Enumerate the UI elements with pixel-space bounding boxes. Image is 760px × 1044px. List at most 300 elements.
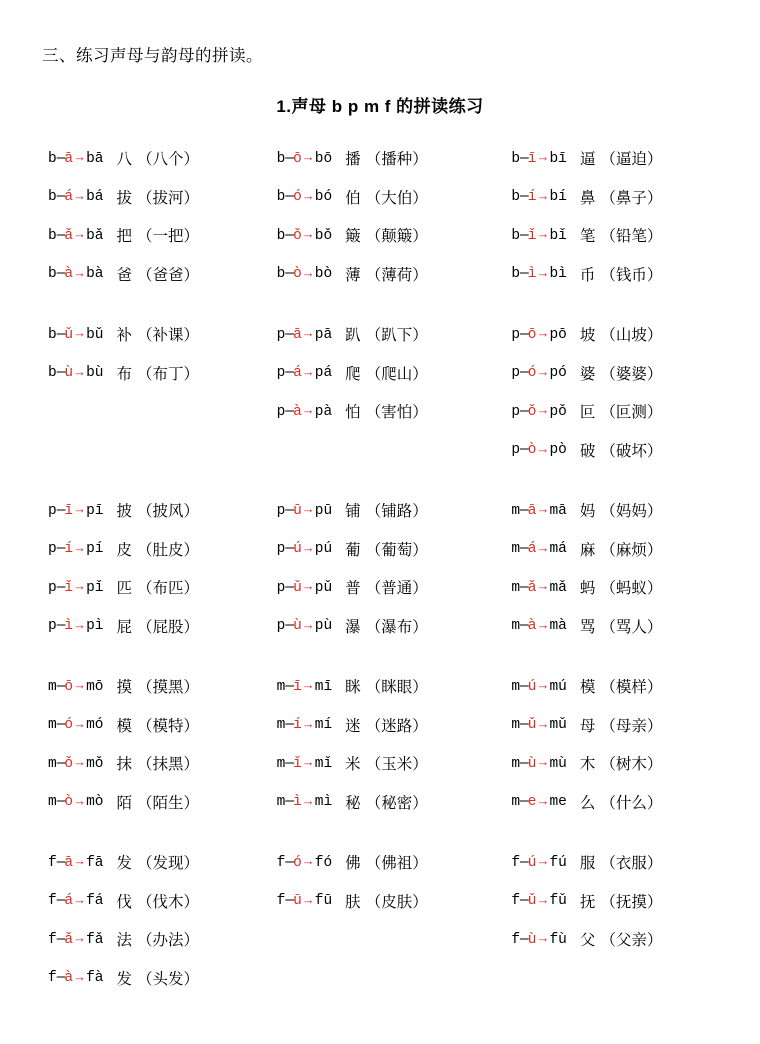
initial-letter: p bbox=[48, 618, 57, 635]
pinyin-formula bbox=[277, 892, 333, 909]
initial-letter: p bbox=[511, 442, 521, 459]
final-vowel: í bbox=[293, 717, 302, 734]
syllable-result: bǎ bbox=[86, 227, 104, 244]
final-vowel: à bbox=[293, 403, 302, 420]
example-word: （一把） bbox=[137, 228, 200, 246]
pinyin-formula bbox=[511, 617, 567, 634]
arrow-right-icon: → bbox=[536, 226, 550, 242]
initial-letter: b bbox=[48, 365, 57, 382]
pinyin-row bbox=[48, 216, 267, 255]
pinyin-formula bbox=[511, 678, 567, 695]
example-word: （母亲） bbox=[600, 717, 663, 735]
hanzi-character: 木 bbox=[579, 756, 596, 774]
hanzi-character: 鼻 bbox=[579, 189, 596, 207]
example-word: （肚皮） bbox=[137, 541, 200, 559]
syllable-result: bà bbox=[86, 266, 104, 283]
final-vowel: á bbox=[293, 365, 302, 382]
syllable-result: mó bbox=[86, 717, 104, 734]
dash-connector: — bbox=[56, 618, 65, 635]
pinyin-formula bbox=[48, 854, 104, 871]
syllable-result: pó bbox=[549, 365, 567, 382]
pinyin-row bbox=[511, 607, 720, 646]
arrow-right-icon: → bbox=[301, 677, 315, 693]
final-vowel: ǐ bbox=[527, 227, 537, 244]
final-vowel: ī bbox=[527, 150, 537, 167]
arrow-right-icon: → bbox=[301, 363, 315, 379]
pinyin-row bbox=[277, 667, 494, 706]
syllable-result: me bbox=[549, 794, 567, 811]
syllable-result: bǔ bbox=[86, 326, 104, 343]
pinyin-formula bbox=[48, 188, 104, 205]
example-word: （山坡） bbox=[600, 327, 663, 345]
arrow-right-icon: → bbox=[301, 853, 315, 869]
syllable-result: pù bbox=[314, 618, 333, 635]
dash-connector: — bbox=[520, 150, 528, 167]
hanzi-character: 母 bbox=[579, 717, 596, 735]
final-vowel: ǒ bbox=[64, 755, 74, 772]
hanzi-character: 伯 bbox=[345, 189, 361, 207]
final-vowel: ò bbox=[64, 794, 74, 811]
final-vowel: ì bbox=[64, 618, 74, 635]
initial-letter: m bbox=[276, 678, 286, 695]
pinyin-formula bbox=[277, 150, 333, 167]
final-vowel: ī bbox=[64, 502, 74, 519]
dash-connector: — bbox=[520, 893, 528, 910]
syllable-result: mī bbox=[314, 678, 333, 695]
syllable-result: pǔ bbox=[314, 579, 333, 596]
initial-letter: p bbox=[276, 618, 286, 635]
arrow-right-icon: → bbox=[73, 754, 87, 770]
example-word: （头发） bbox=[137, 970, 200, 988]
pinyin-row bbox=[277, 568, 494, 607]
final-vowel: ū bbox=[293, 893, 302, 910]
block-spacer bbox=[40, 645, 720, 667]
dash-connector: — bbox=[285, 266, 294, 283]
syllable-result: bō bbox=[314, 150, 333, 167]
syllable-result: pǐ bbox=[86, 579, 104, 596]
arrow-right-icon: → bbox=[73, 715, 87, 731]
arrow-right-icon: → bbox=[301, 501, 315, 517]
pinyin-row bbox=[511, 568, 720, 607]
dash-connector: — bbox=[56, 794, 65, 811]
example-word: （模样） bbox=[600, 679, 663, 697]
pinyin-row bbox=[511, 354, 720, 393]
arrow-right-icon: → bbox=[73, 325, 87, 341]
arrow-right-icon: → bbox=[73, 264, 87, 280]
dash-connector: — bbox=[56, 189, 65, 206]
pinyin-row bbox=[511, 491, 720, 530]
syllable-result: bò bbox=[314, 266, 333, 283]
pinyin-formula bbox=[48, 579, 104, 596]
pinyin-row bbox=[48, 706, 267, 745]
pinyin-column bbox=[493, 139, 720, 293]
arrow-right-icon: → bbox=[73, 677, 87, 693]
hanzi-character: 骂 bbox=[579, 618, 596, 636]
initial-letter: f bbox=[48, 854, 57, 871]
initial-letter: b bbox=[276, 150, 286, 167]
pinyin-formula bbox=[48, 793, 104, 810]
arrow-right-icon: → bbox=[536, 402, 550, 418]
pinyin-column bbox=[267, 315, 494, 469]
hanzi-character: 米 bbox=[345, 756, 361, 774]
pinyin-row bbox=[277, 607, 494, 646]
hanzi-character: 瀑 bbox=[345, 618, 361, 636]
syllable-result: bā bbox=[86, 150, 104, 167]
dash-connector: — bbox=[520, 266, 528, 283]
dash-connector: — bbox=[285, 365, 294, 382]
final-vowel: ò bbox=[527, 442, 537, 459]
syllable-result: pí bbox=[86, 541, 104, 558]
example-word: （布丁） bbox=[137, 365, 200, 383]
pinyin-formula bbox=[511, 265, 567, 282]
pinyin-formula bbox=[511, 716, 567, 733]
initial-letter: p bbox=[276, 403, 286, 420]
syllable-result: pō bbox=[549, 326, 567, 343]
pinyin-row bbox=[48, 491, 267, 530]
pinyin-row bbox=[511, 178, 720, 217]
block-spacer bbox=[40, 469, 720, 491]
pinyin-formula bbox=[48, 265, 104, 282]
pinyin-formula bbox=[277, 502, 333, 519]
arrow-right-icon: → bbox=[73, 792, 87, 808]
hanzi-character: 抹 bbox=[116, 756, 133, 774]
syllable-result: bì bbox=[549, 266, 567, 283]
syllable-result: bá bbox=[86, 189, 104, 206]
hanzi-character: 薄 bbox=[345, 266, 361, 284]
arrow-right-icon: → bbox=[73, 149, 87, 165]
pinyin-row bbox=[511, 920, 720, 959]
dash-connector: — bbox=[56, 755, 65, 772]
arrow-right-icon: → bbox=[536, 677, 550, 693]
dash-connector: — bbox=[285, 189, 294, 206]
arrow-right-icon: → bbox=[301, 616, 315, 632]
hanzi-character: 爸 bbox=[116, 266, 133, 284]
pinyin-formula bbox=[277, 579, 333, 596]
syllable-result: pī bbox=[86, 502, 104, 519]
hanzi-character: 布 bbox=[116, 365, 133, 383]
dash-connector: — bbox=[285, 893, 294, 910]
syllable-result: bí bbox=[549, 189, 567, 206]
arrow-right-icon: → bbox=[536, 501, 550, 517]
final-vowel: ǒ bbox=[293, 227, 302, 244]
pinyin-row bbox=[48, 354, 267, 393]
example-word: （八个） bbox=[137, 151, 200, 169]
example-word: （婆婆） bbox=[600, 365, 663, 383]
pinyin-row bbox=[277, 882, 494, 921]
pinyin-formula bbox=[511, 188, 567, 205]
final-vowel: ò bbox=[293, 266, 302, 283]
dash-connector: — bbox=[520, 794, 528, 811]
example-word: （佛祖） bbox=[365, 855, 428, 873]
example-word: （破坏） bbox=[600, 442, 663, 460]
pinyin-formula bbox=[48, 326, 104, 343]
hanzi-character: 币 bbox=[579, 266, 596, 284]
example-word: （大伯） bbox=[365, 189, 428, 207]
example-word: （布匹） bbox=[137, 580, 200, 598]
hanzi-character: 爬 bbox=[345, 365, 361, 383]
final-vowel: ǔ bbox=[527, 717, 537, 734]
initial-letter: b bbox=[48, 266, 57, 283]
dash-connector: — bbox=[56, 365, 65, 382]
syllable-result: fù bbox=[549, 931, 567, 948]
arrow-right-icon: → bbox=[536, 440, 550, 456]
syllable-result: fà bbox=[86, 970, 104, 987]
example-word: （陌生） bbox=[137, 794, 200, 812]
pinyin-block bbox=[40, 843, 720, 997]
hanzi-character: 发 bbox=[116, 970, 133, 988]
pinyin-row bbox=[48, 139, 267, 178]
syllable-result: pà bbox=[314, 403, 333, 420]
hanzi-character: 把 bbox=[116, 228, 133, 246]
pinyin-column bbox=[493, 315, 720, 469]
arrow-right-icon: → bbox=[301, 578, 315, 594]
dash-connector: — bbox=[285, 502, 294, 519]
example-word: （葡萄） bbox=[365, 541, 428, 559]
dash-connector: — bbox=[520, 442, 528, 459]
initial-letter: m bbox=[48, 717, 57, 734]
final-vowel: ó bbox=[64, 717, 74, 734]
hanzi-character: 补 bbox=[116, 327, 133, 345]
final-vowel: ō bbox=[64, 678, 74, 695]
dash-connector: — bbox=[56, 150, 65, 167]
arrow-right-icon: → bbox=[536, 853, 550, 869]
initial-letter: f bbox=[48, 931, 57, 948]
final-vowel: ī bbox=[293, 678, 302, 695]
initial-letter: p bbox=[48, 579, 57, 596]
arrow-right-icon: → bbox=[73, 363, 87, 379]
pinyin-formula bbox=[277, 793, 333, 810]
pinyin-column bbox=[40, 315, 267, 469]
final-vowel: e bbox=[527, 794, 537, 811]
hanzi-character: 伐 bbox=[116, 893, 133, 911]
arrow-right-icon: → bbox=[536, 187, 550, 203]
dash-connector: — bbox=[56, 678, 65, 695]
hanzi-character: 拔 bbox=[116, 189, 133, 207]
final-vowel: í bbox=[64, 541, 74, 558]
dash-connector: — bbox=[520, 326, 528, 343]
final-vowel: ù bbox=[527, 931, 537, 948]
initial-letter: b bbox=[48, 189, 57, 206]
syllable-result: mǔ bbox=[549, 717, 567, 734]
dash-connector: — bbox=[520, 755, 528, 772]
hanzi-character: 皮 bbox=[116, 541, 133, 559]
arrow-right-icon: → bbox=[301, 325, 315, 341]
example-word: （害怕） bbox=[365, 404, 428, 422]
initial-letter: b bbox=[276, 266, 286, 283]
pinyin-row bbox=[48, 959, 267, 998]
initial-letter: b bbox=[511, 266, 521, 283]
final-vowel: ù bbox=[527, 755, 537, 772]
dash-connector: — bbox=[56, 893, 65, 910]
syllable-result: mú bbox=[549, 678, 567, 695]
final-vowel: ǔ bbox=[64, 326, 74, 343]
initial-letter: f bbox=[511, 854, 521, 871]
pinyin-formula bbox=[277, 364, 333, 381]
hanzi-character: 屁 bbox=[116, 618, 133, 636]
pinyin-row bbox=[511, 706, 720, 745]
final-vowel: ǐ bbox=[293, 755, 302, 772]
final-vowel: ì bbox=[293, 794, 302, 811]
pinyin-formula bbox=[511, 326, 567, 343]
example-word: （铺路） bbox=[365, 503, 428, 521]
arrow-right-icon: → bbox=[301, 754, 315, 770]
arrow-right-icon: → bbox=[301, 149, 315, 165]
arrow-right-icon: → bbox=[301, 891, 315, 907]
hanzi-character: 破 bbox=[579, 442, 596, 460]
pinyin-row bbox=[277, 491, 494, 530]
section-heading: 三、练习声母与韵母的拼读。 bbox=[42, 46, 263, 65]
pinyin-formula bbox=[511, 931, 567, 948]
dash-connector: — bbox=[285, 541, 294, 558]
pinyin-row bbox=[277, 354, 494, 393]
initial-letter: b bbox=[276, 189, 286, 206]
syllable-result: mǐ bbox=[314, 755, 333, 772]
pinyin-row bbox=[511, 843, 720, 882]
arrow-right-icon: → bbox=[73, 853, 87, 869]
example-word: （播种） bbox=[365, 151, 428, 169]
pinyin-formula bbox=[511, 579, 567, 596]
initial-letter: p bbox=[48, 541, 57, 558]
pinyin-column bbox=[267, 139, 494, 293]
pinyin-formula bbox=[277, 188, 333, 205]
syllable-result: mí bbox=[314, 717, 333, 734]
initial-letter: m bbox=[511, 541, 521, 558]
pinyin-column bbox=[40, 491, 267, 645]
pinyin-row bbox=[48, 607, 267, 646]
initial-letter: p bbox=[276, 579, 286, 596]
syllable-result: bó bbox=[314, 189, 333, 206]
final-vowel: ù bbox=[64, 365, 74, 382]
pinyin-block bbox=[40, 315, 720, 469]
arrow-right-icon: → bbox=[536, 325, 550, 341]
pinyin-formula bbox=[277, 265, 333, 282]
initial-letter: b bbox=[48, 150, 57, 167]
final-vowel: ǎ bbox=[527, 579, 537, 596]
final-vowel: ǐ bbox=[64, 579, 74, 596]
hanzi-character: 披 bbox=[116, 503, 133, 521]
pinyin-formula bbox=[48, 755, 104, 772]
example-word: （父亲） bbox=[600, 932, 663, 950]
pinyin-column bbox=[40, 667, 267, 821]
final-vowel: ù bbox=[293, 618, 302, 635]
pinyin-row bbox=[48, 178, 267, 217]
hanzi-character: 模 bbox=[116, 717, 133, 735]
arrow-right-icon: → bbox=[536, 149, 550, 165]
arrow-right-icon: → bbox=[536, 363, 550, 379]
final-vowel: ó bbox=[293, 854, 302, 871]
pinyin-row bbox=[277, 706, 494, 745]
arrow-right-icon: → bbox=[301, 264, 315, 280]
pinyin-column bbox=[40, 843, 267, 997]
pinyin-formula bbox=[48, 678, 104, 695]
arrow-right-icon: → bbox=[301, 539, 315, 555]
initial-letter: m bbox=[511, 717, 521, 734]
final-vowel: ā bbox=[64, 150, 74, 167]
example-word: （瀑布） bbox=[365, 618, 428, 636]
hanzi-character: 抚 bbox=[579, 893, 596, 911]
dash-connector: — bbox=[285, 794, 294, 811]
syllable-result: mā bbox=[549, 502, 567, 519]
syllable-result: mù bbox=[549, 755, 567, 772]
initial-letter: b bbox=[511, 189, 521, 206]
initial-letter: m bbox=[511, 678, 521, 695]
example-word: （鼻子） bbox=[600, 189, 663, 207]
arrow-right-icon: → bbox=[536, 578, 550, 594]
example-word: （铅笔） bbox=[600, 228, 663, 246]
hanzi-character: 法 bbox=[116, 932, 133, 950]
final-vowel: ǎ bbox=[64, 227, 74, 244]
arrow-right-icon: → bbox=[301, 715, 315, 731]
example-word: （薄荷） bbox=[365, 266, 428, 284]
pinyin-row bbox=[511, 882, 720, 921]
dash-connector: — bbox=[285, 403, 294, 420]
pinyin-row bbox=[48, 843, 267, 882]
pinyin-practice-grid bbox=[40, 139, 720, 997]
initial-letter: m bbox=[511, 502, 521, 519]
pinyin-row bbox=[511, 315, 720, 354]
arrow-right-icon: → bbox=[536, 715, 550, 731]
pinyin-row bbox=[277, 530, 494, 569]
pinyin-row bbox=[48, 568, 267, 607]
arrow-right-icon: → bbox=[73, 930, 87, 946]
initial-letter: b bbox=[48, 227, 57, 244]
initial-letter: b bbox=[48, 326, 57, 343]
hanzi-character: 秘 bbox=[345, 794, 361, 812]
dash-connector: — bbox=[285, 755, 294, 772]
dash-connector: — bbox=[285, 150, 294, 167]
example-word: （蚂蚁） bbox=[600, 580, 663, 598]
arrow-right-icon: → bbox=[301, 792, 315, 808]
arrow-right-icon: → bbox=[73, 891, 87, 907]
hanzi-character: 迷 bbox=[345, 717, 361, 735]
initial-letter: m bbox=[48, 755, 57, 772]
example-word: （伐木） bbox=[137, 893, 200, 911]
block-spacer bbox=[40, 821, 720, 843]
pinyin-formula bbox=[277, 617, 333, 634]
pinyin-row bbox=[48, 882, 267, 921]
hanzi-character: 麻 bbox=[579, 541, 596, 559]
initial-letter: p bbox=[276, 541, 286, 558]
pinyin-formula bbox=[511, 793, 567, 810]
arrow-right-icon: → bbox=[301, 187, 315, 203]
example-word: （什么） bbox=[600, 794, 663, 812]
pinyin-row bbox=[48, 667, 267, 706]
pinyin-formula bbox=[48, 716, 104, 733]
hanzi-character: 铺 bbox=[345, 503, 361, 521]
initial-letter: b bbox=[511, 150, 521, 167]
pinyin-row bbox=[511, 667, 720, 706]
hanzi-character: 叵 bbox=[579, 404, 596, 422]
hanzi-character: 笔 bbox=[579, 228, 596, 246]
hanzi-character: 妈 bbox=[579, 503, 596, 521]
arrow-right-icon: → bbox=[536, 754, 550, 770]
arrow-right-icon: → bbox=[73, 968, 87, 984]
hanzi-character: 肤 bbox=[345, 893, 361, 911]
example-word: （爬山） bbox=[365, 365, 428, 383]
initial-letter: f bbox=[511, 931, 521, 948]
syllable-result: bǒ bbox=[314, 227, 333, 244]
example-word: （皮肤） bbox=[365, 893, 428, 911]
initial-letter: p bbox=[276, 502, 286, 519]
initial-letter: f bbox=[276, 854, 286, 871]
hanzi-character: 逼 bbox=[579, 151, 596, 169]
hanzi-character: 服 bbox=[579, 855, 596, 873]
final-vowel: ó bbox=[527, 365, 537, 382]
syllable-result: mō bbox=[86, 678, 104, 695]
pinyin-row bbox=[48, 530, 267, 569]
pinyin-row bbox=[277, 139, 494, 178]
final-vowel: ǔ bbox=[527, 893, 537, 910]
